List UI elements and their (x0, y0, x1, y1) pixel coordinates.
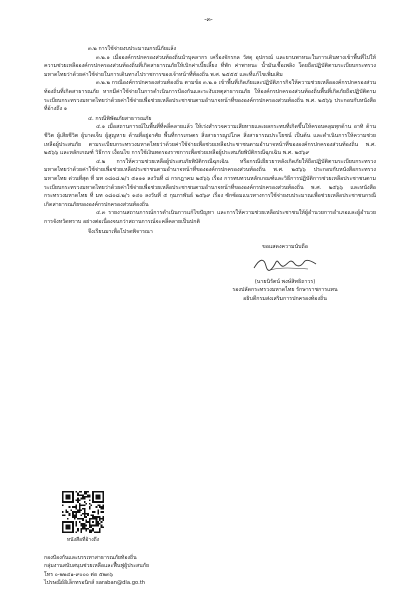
signer-position: รองปลัดกระทรวงมหาดไทย รักษาราชการแทน (232, 287, 338, 294)
body-paragraph: ๓.๒.๒ กรณีองค์กรปกครองส่วนท้องถิ่น ตามข้อ ๓.๒.๑ เข้าพื้นที่เกิดภัยและปฏิบัติภารกิจให้ความช่วยเหลือองค์กรปกครองส่วนท้องถิ่นที่เกิดสาธารณภัย หากมีค่าใช้จ่ายในการดำเนินการป้องกันและระงับเหตุสาธารณภัย ให้องค์กรปกครองส่วนท้องถิ่นพื้นที่เกิดภัยถือปฏิบัติตามระเบียบกระทรวงมหาดไทยว่าด้วยค่าใช้จ่ายเพื่อช่วยเหลือประชาชนตามอำนาจหน้าที่ขององค์กรปกครองส่วนท้องถิ่น พ.ศ. ๒๕๖๖ ประกอบกับหนังสือที่อ้างถึง ๑ (44, 80, 376, 113)
contact-division: กองป้องกันและบรรเทาสาธารณภัยท้องถิ่น (44, 555, 137, 561)
contact-block (44, 554, 364, 587)
body-paragraph: ๓.๒.๑ เมื่อองค์กรปกครองส่วนท้องถิ่นนำบุคลากร เครื่องจักรกล วัสดุ อุปกรณ์ และยานพาหนะในการเดินทางเข้าพื้นที่ไปให้ความช่วยเหลือองค์กรปกครองส่วนท้องถิ่นที่เกิดสาธารณภัยให้เบิกค่าเบี้ยเลี้ยง ที่พัก ค่าพาหนะ น้ำมันเชื้อเพลิง โดยถือปฏิบัติตามระเบียบกระทรวงมหาดไทยว่าด้วยค่าใช้จ่ายในการเดินทางไปราชการของเจ้าหน้าที่ท้องถิ่น พ.ศ. ๒๕๕๕ และที่แก้ไขเพิ่มเติม (44, 54, 376, 78)
qr-caption: หนังสือที่อ้างถึง (66, 537, 100, 543)
signer-name: (นายนิรัตน์ พงษ์สิทธิถาวร) (254, 278, 316, 285)
contact-email: ไปรษณีย์อิเล็กทรอนิกส์ saraban@dla.go.th (44, 579, 146, 586)
closing-salutation: ขอแสดงความนับถือ (262, 244, 308, 250)
body-paragraph: ๔.๒ การให้ความช่วยเหลือผู้ประสบภัยพิบัติกรณีฉุกเฉิน หรือกรณีเยียวยาหลังเกิดภัยให้ถือปฏิบัติตามระเบียบกระทรวงมหาดไทยว่าด้วยค่าใช้จ่ายเพื่อช่วยเหลือประชาชนตามอำนาจหน้าที่ขององค์กรปกครองส่วนท้องถิ่น พ.ศ. ๒๕๖๖ ประกอบกับหนังสือกระทรวงมหาดไทย ด่วนที่สุด ที่ มท ๐๘๐๘.๒/ว ๕๑๑๑ ลงวันที่ ๘ กรกฎาคม ๒๕๖๖ เรื่อง การทบทวนหลักเกณฑ์และวิธีการปฏิบัติการช่วยเหลือประชาชนตามระเบียบกระทรวงมหาดไทยว่าด้วยค่าใช้จ่ายเพื่อช่วยเหลือประชาชนตามอำนาจหน้าที่ขององค์กรปกครองส่วนท้องถิ่น พ.ศ. ๒๕๖๖ และหนังสือกระทรวงมหาดไทย ที่ มท ๐๘๐๘.๒/ว ๑๔๐ ลงวันที่ ๕ กุมภาพันธ์ ๒๕๖๙ เรื่อง ซักซ้อมแนวทางการใช้จ่ายงบประมาณเพื่อช่วยเหลือประชาชนกรณีเกิดสาธารณภัยขององค์กรปกครองส่วนท้องถิ่น (44, 158, 376, 208)
contact-group: กลุ่มงานสนับสนุนช่วยเหลือและฟื้นฟูผู้ประสบภัย (44, 563, 149, 570)
body-paragraph: จึงเรียนมาเพื่อโปรดพิจารณา (88, 229, 153, 236)
body-paragraph: ๔.๑ เมื่อสถานการณ์ในพื้นที่ที่คลี่คลายแล้ว ให้เร่งสำรวจความเสียหายและผลกระทบที่เกิดขึ้นให้ครอบคลุมทุกด้าน อาทิ ด้านชีวิต ผู้เสียชีวิต ผู้บาดเจ็บ ผู้สูญหาย ด้านที่อยู่อาศัย พื้นที่การเกษตร สิ่งสาธารณูปโภค สิ่งสาธารณประโยชน์ เป็นต้น และดำเนินการให้ความช่วยเหลือผู้ประสบภัย ตามระเบียบกระทรวงมหาดไทยว่าด้วยค่าใช้จ่ายเพื่อช่วยเหลือประชาชนตามอำนาจหน้าที่ขององค์กรปกครองส่วนท้องถิ่น พ.ศ. ๒๕๖๖ และหลักเกณฑ์ วิธีการ เงื่อนไข การใช้เงินทดรองราชการเพื่อช่วยเหลือผู้ประสบภัยพิบัติกรณีฉุกเฉิน พ.ศ. ๒๕๖๙ (44, 124, 376, 157)
body-paragraph: ๓.๒ การใช้จ่ายงบประมาณกรณีภัยแล้ง (88, 46, 177, 52)
signature-image (250, 254, 320, 274)
signer-position-acting: อธิบดีกรมส่งเสริมการปกครองท้องถิ่น (243, 295, 327, 302)
contact-phone: โทร ๐-๒๒๔๑-๙๐๐๐ ต่อ ๕๒๓๖ (44, 571, 113, 578)
signature-block (210, 243, 360, 303)
qr-code-icon (62, 491, 104, 533)
body-paragraph: ๔. กรณีพิพัฒภัยสาธารณภัย (88, 115, 152, 122)
body-paragraph: ๔.๓ รายงานสถานการณ์การดำเนินการแก้ไขปัญหา และการให้ความช่วยเหลือประชาชนให้ผู้อำนวยการอำเภอและผู้อำนวยการจังหวัดทราบ อย่างต่อเนื่องจนกว่าสถานการณ์จะคลี่คลายเป็นปกติ (44, 210, 376, 225)
page-number: -๓- (204, 16, 213, 23)
letter-body (44, 44, 376, 237)
